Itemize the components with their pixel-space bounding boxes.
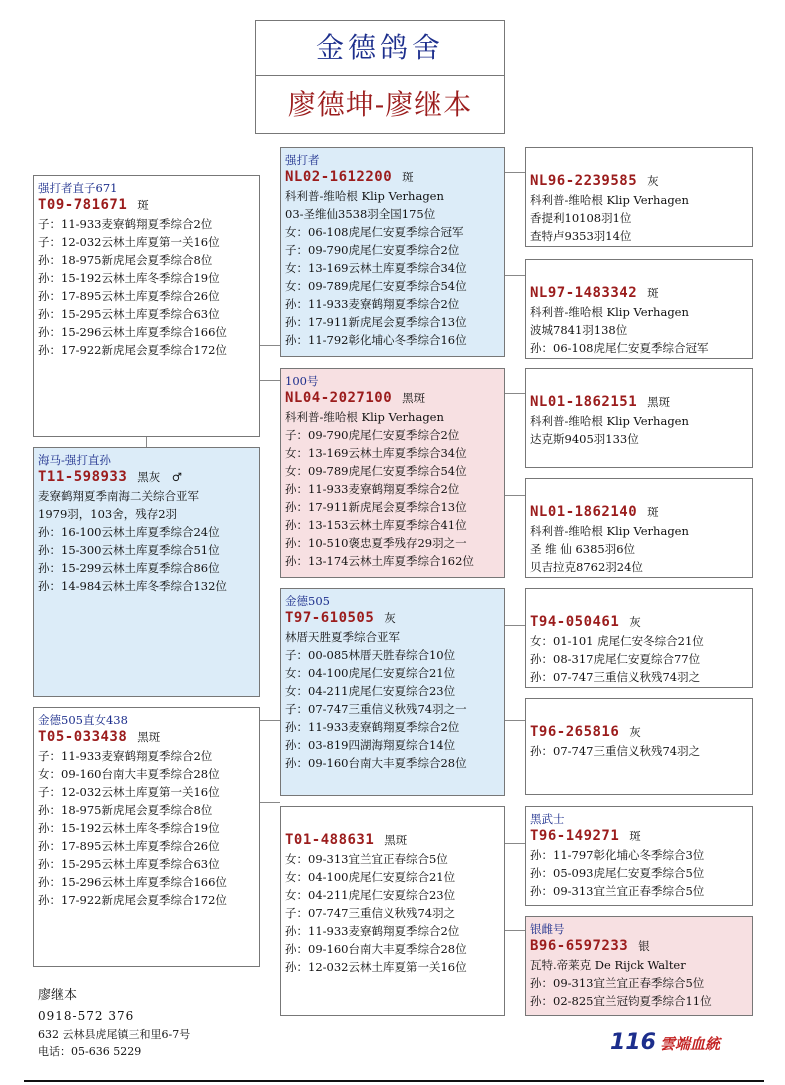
record-line: 孙：13-174云林土库夏季综合162位 [285,554,474,568]
ring-number: T97-610505 灰 [285,610,396,626]
record-line: 孙：09-313宜兰宜正春季综合5位 [530,884,705,898]
pigeon-color: 黑斑 [137,730,161,744]
record-line: 孙：17-911新虎尾会夏季综合13位 [285,500,467,514]
record-line: 孙：15-192云林土库冬季综合19位 [38,271,220,285]
record-line: 科利普-维哈根 Klip Verhagen [530,524,689,538]
ring-number: T11-598933 黑灰 ♂ [38,469,183,485]
pigeon-color: 黑斑 [384,833,408,847]
ring-number: NL01-1862151 黑斑 [530,394,671,410]
record-line: 孙：11-792彰化埔心冬季综合16位 [285,333,467,347]
record-line: 贝吉拉克8762羽24位 [530,560,643,574]
record-line: 林厝天胜夏季综合亚军 [285,630,400,644]
phone-number: 0918-572 376 [38,1009,135,1023]
record-line: 孙：11-933麦寮鹤翔夏季综合2位 [285,720,460,734]
ring-number: T94-050461 灰 [530,614,641,630]
pigeon-card-t94 [525,588,753,688]
connector-line [505,275,525,276]
record-line: 孙：12-032云林土库夏第一关16位 [285,960,467,974]
pigeon-card-subject [33,175,260,437]
record-line: 孙：18-975新虎尾会夏季综合8位 [38,253,213,267]
pigeon-color: 灰 [384,611,396,625]
record-line: 女：04-100虎尾仁安夏综合21位 [285,666,456,680]
pigeon-color: 灰 [647,174,659,188]
pigeon-label: 强打者 [285,153,320,167]
record-line: 孙：07-747三重信义秋残74羽之 [530,670,701,684]
record-line: 孙：15-192云林土库冬季综合19位 [38,821,220,835]
title-box [255,20,505,134]
connector-line [505,930,525,931]
owner-names: 廖德坤-廖继本 [287,88,473,121]
record-line: 孙：17-922新虎尾会夏季综合172位 [38,343,227,357]
record-line: 达克斯9405羽133位 [530,432,639,446]
record-line: 科利普-维哈根 Klip Verhagen [530,414,689,428]
record-line: 女：04-211虎尾仁安夏综合23位 [285,684,456,698]
pigeon-card-t01 [280,806,505,1016]
logo-text: 雲端血統 [659,1035,720,1053]
pigeon-color: 黑斑 [647,395,671,409]
record-line: 孙：02-825宜兰冠钧夏季综合11位 [530,994,712,1008]
pigeon-label: 黑武士 [530,812,565,826]
logo-number: 116 [610,1030,656,1055]
connector-line [146,437,147,447]
record-line: 女：13-169云林土库夏季综合34位 [285,261,467,275]
record-line: 孙：16-100云林土库夏季综合24位 [38,525,220,539]
pigeon-card-sire [280,147,505,357]
record-line: 女：13-169云林土库夏季综合34位 [285,446,467,460]
connector-line [260,380,280,381]
record-line: 科利普-维哈根 Klip Verhagen [530,193,689,207]
pigeon-color: 斑 [647,286,659,300]
record-line: 孙：11-933麦寮鹤翔夏季综合2位 [285,482,460,496]
record-line: 波城7841羽138位 [530,323,628,337]
record-line: 孙：10-510褒忠夏季残存29羽之一 [285,536,467,550]
record-line: 女：04-100虎尾仁安夏综合21位 [285,870,456,884]
record-line: 子：07-747三重信义秋残74羽之一 [285,702,467,716]
record-line: 女：04-211虎尾仁安夏综合23位 [285,888,456,902]
pigeon-card-jinde505 [280,588,505,796]
record-line: 女：06-108虎尾仁安夏季综合冠军 [285,225,464,239]
pigeon-card-seahorse [33,447,260,697]
ring-number: T09-781671 斑 [38,197,149,213]
record-line: 孙：15-295云林土库夏季综合63位 [38,307,220,321]
pigeon-card-sire-sire [525,147,753,247]
record-line: 女：09-160台南大丰夏季综合28位 [38,767,220,781]
connector-line [505,625,525,626]
record-line: 查特卢9353羽14位 [530,229,632,243]
connector-line [505,843,525,844]
ring-number: T96-265816 灰 [530,724,641,740]
record-line: 子：11-933麦寮鹤翔夏季综合2位 [38,749,213,763]
record-line: 孙：17-895云林土库夏季综合26位 [38,289,220,303]
ring-number: B96-6597233 银 [530,938,650,954]
pigeon-color: 银 [638,939,650,953]
connector-line [505,720,525,721]
connector-line [505,172,525,173]
record-line: 孙：15-295云林土库夏季综合63位 [38,857,220,871]
record-line: 香提利10108羽1位 [530,211,632,225]
record-line: 科利普-维哈根 Klip Verhagen [530,305,689,319]
contact-info [38,986,190,1060]
record-line: 科利普-维哈根 Klip Verhagen [285,410,444,424]
pigeon-color: 斑 [647,505,659,519]
pigeon-color: 黑灰 ♂ [137,470,183,484]
pigeon-label: 海马-强打直孙 [38,453,111,467]
pigeon-color: 灰 [629,725,641,739]
pigeon-card-black-warrior [525,806,753,906]
record-line: 孙：17-911新虎尾会夏季综合13位 [285,315,467,329]
record-line: 孙：15-299云林土库夏季综合86位 [38,561,220,575]
pigeon-label: 100号 [285,374,319,388]
owner-name: 廖继本 [38,988,78,1003]
record-line: 孙：18-975新虎尾会夏季综合8位 [38,803,213,817]
record-line: 1979羽，103舍，残存2羽 [38,507,178,521]
record-line: 孙：13-153云林土库夏季综合41位 [285,518,467,532]
ring-number: T01-488631 黑斑 [285,832,408,848]
record-line: 孙：17-922新虎尾会夏季综合172位 [38,893,227,907]
pigeon-color: 黑斑 [402,391,426,405]
record-line: 孙：14-984云林土库冬季综合132位 [38,579,227,593]
pigeon-card-dam [280,368,505,578]
record-line: 孙：09-160台南大丰夏季综合28位 [285,756,467,770]
record-line: 圣 维 仙 6385羽6位 [530,542,636,556]
record-line: 孙：06-108虎尾仁安夏季综合冠军 [530,341,709,355]
record-line: 孙：08-317虎尾仁安夏综合77位 [530,652,701,666]
pigeon-card-dam-sire [525,368,753,468]
connector-line [260,802,280,803]
ring-number: NL04-2027100 黑斑 [285,390,426,406]
connector-line [260,345,280,346]
ring-number: NL97-1483342 斑 [530,285,659,301]
ring-number: NL02-1612200 斑 [285,169,414,185]
connector-line [505,393,525,394]
pigeon-color: 斑 [137,198,149,212]
record-line: 子：12-032云林土库夏第一关16位 [38,235,220,249]
pigeon-card-silver-hawk [525,916,753,1016]
telephone: 电话：05-636 5229 [38,1045,142,1058]
record-line: 孙：09-160台南大丰夏季综合28位 [285,942,467,956]
ring-number: NL01-1862140 斑 [530,504,659,520]
record-line: 孙：15-296云林土库夏季综合166位 [38,325,227,339]
record-line: 子：07-747三重信义秋残74羽之 [285,906,456,920]
pigeon-card-dam-dam [525,478,753,578]
record-line: 孙：11-933麦寮鹤翔夏季综合2位 [285,297,460,311]
address: 632 云林县虎尾镇三和里6-7号 [38,1028,191,1041]
ring-number: T05-033438 黑斑 [38,729,161,745]
pigeon-label: 金德505 [285,594,330,608]
record-line: 孙：05-093虎尾仁安夏季综合5位 [530,866,705,880]
pigeon-label: 银雌号 [530,922,565,936]
pigeon-color: 斑 [402,170,414,184]
record-line: 子：09-790虎尾仁安夏季综合2位 [285,428,460,442]
record-line: 子：11-933麦寮鹤翔夏季综合2位 [38,217,213,231]
record-line: 孙：03-819四湖海翔夏综合14位 [285,738,456,752]
pigeon-label: 金德505直女438 [38,713,128,727]
record-line: 科利普-维哈根 Klip Verhagen [285,189,444,203]
record-line: 孙：11-933麦寮鹤翔夏季综合2位 [285,924,460,938]
connector-line [505,495,525,496]
pigeon-color: 灰 [629,615,641,629]
loft-name: 金德鸽舍 [256,21,504,76]
pigeon-color: 斑 [629,829,641,843]
brand-logo [610,1030,720,1055]
record-line: 孙：17-895云林土库夏季综合26位 [38,839,220,853]
record-line: 孙：09-313宜兰宜正春季综合5位 [530,976,705,990]
record-line: 女：09-313宜兰宜正春综合5位 [285,852,448,866]
ring-number: NL96-2239585 灰 [530,173,659,189]
record-line: 女：09-789虎尾仁安夏季综合54位 [285,464,467,478]
pigeon-card-t96a [525,698,753,795]
record-line: 瓦特.帝莱克 De Rijck Walter [530,958,686,972]
record-line: 女：09-789虎尾仁安夏季综合54位 [285,279,467,293]
pigeon-card-jinde505-daughter [33,707,260,967]
record-line: 孙：15-296云林土库夏季综合166位 [38,875,227,889]
record-line: 孙：15-300云林土库夏季综合51位 [38,543,220,557]
record-line: 子：12-032云林土库夏第一关16位 [38,785,220,799]
pigeon-card-sire-dam [525,259,753,359]
record-line: 孙：07-747三重信义秋残74羽之 [530,744,701,758]
record-line: 女：01-101 虎尾仁安冬综合21位 [530,634,704,648]
record-line: 子：00-085林厝天胜春综合10位 [285,648,456,662]
record-line: 03-圣维仙3538羽全国175位 [285,207,436,221]
ring-number: T96-149271 斑 [530,828,641,844]
record-line: 子：09-790虎尾仁安夏季综合2位 [285,243,460,257]
record-line: 孙：11-797彰化埔心冬季综合3位 [530,848,705,862]
connector-line [260,720,280,721]
pigeon-label: 强打者直子671 [38,181,118,195]
record-line: 麦寮鹤翔夏季南海二关综合亚军 [38,489,199,503]
bottom-divider [24,1080,764,1082]
